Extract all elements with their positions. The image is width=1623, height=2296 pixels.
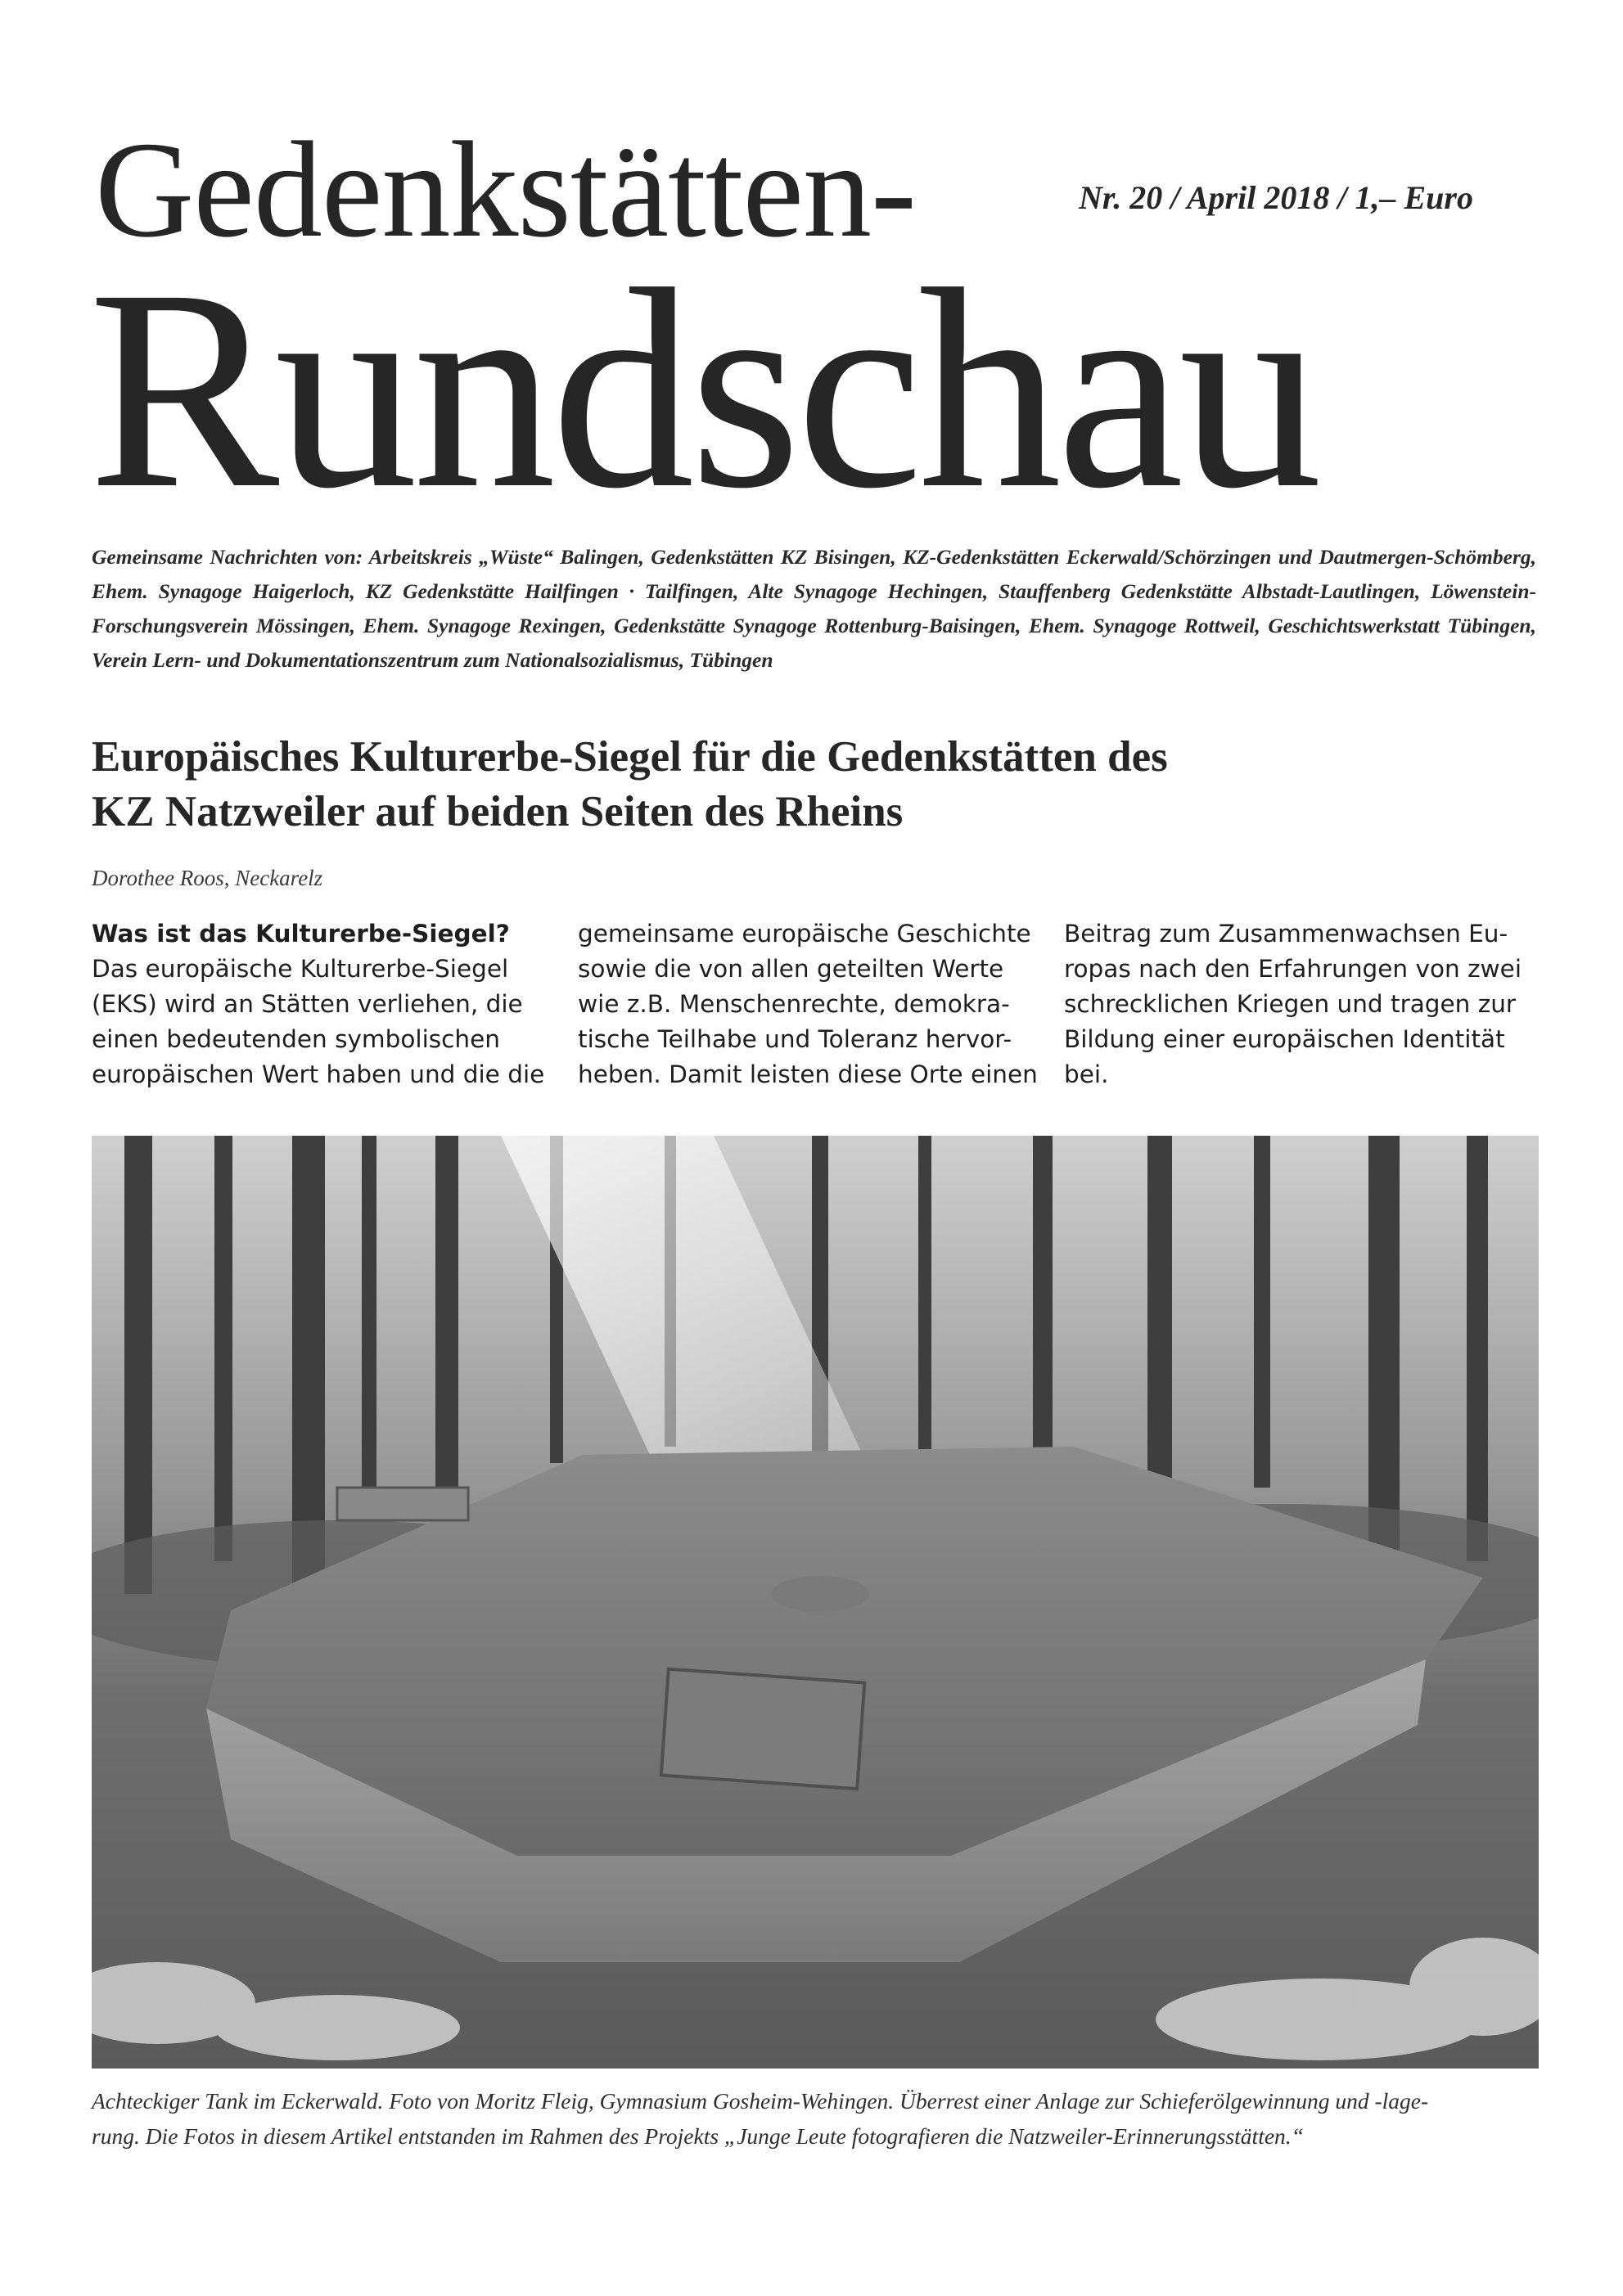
text-line: europäischen Wert haben und die die (92, 1060, 545, 1088)
issue-info: Nr. 20 / April 2018 / 1,– Euro (1079, 179, 1473, 216)
text-line: bei. (1064, 1060, 1109, 1088)
article-author: Dorothee Roos, Neckarelz (92, 866, 323, 890)
text-line: ropas nach den Erfahrungen von zwei (1064, 955, 1522, 983)
masthead-title-line1: Gedenkstätten- (95, 114, 916, 266)
text-column-3 (1064, 916, 1522, 1092)
text-line: sowie die von allen geteilten Werte (578, 955, 1004, 983)
masthead-title-line2: Rundschau (88, 230, 1318, 547)
text-line: (EKS) wird an Stätten verliehen, die (92, 990, 523, 1018)
headline-line: Europäisches Kulturerbe-Siegel für die Gedenkstätten des (92, 733, 1168, 781)
text-line: Das europäische Kulturerbe-Siegel (92, 955, 509, 983)
text-line: Bildung einer europäischen Identität (1064, 1025, 1505, 1053)
text-line: einen bedeutenden symbolischen (92, 1025, 500, 1053)
text-line: heben. Damit leisten diese Orte einen (578, 1060, 1038, 1088)
article-headline (92, 730, 1540, 840)
headline-line: KZ Natzweiler auf beiden Seiten des Rheins (92, 788, 904, 835)
section-heading: Was ist das Kulturerbe-Siegel? (92, 920, 510, 948)
text-line: tische Teilhabe und Toleranz hervor- (578, 1025, 1012, 1053)
article-photo (92, 1136, 1539, 2069)
photo-caption (92, 2083, 1540, 2154)
caption-line: rung. Die Fotos in diesem Artikel entstanden im Rahmen des Projekts „Junge Leute fotografieren die Natzweiler-Erinnerungsstätten.“ (92, 2123, 1304, 2149)
text-column-2 (578, 916, 1036, 1092)
text-line: wie z.B. Menschenrechte, demokra- (578, 990, 1010, 1018)
text-line: gemeinsame europäische Geschichte (578, 920, 1031, 948)
member-organizations: Gemeinsame Nachrichten von: Arbeitskreis „Wüste“ Balingen, Gedenkstätten KZ Bisingen, KZ-Gedenkstätten Eckerwald/Schörzingen und Dautmergen-Schömberg, Ehem. Synagoge Haigerloch, KZ Gedenkstätte Hailfingen · Tailfingen, Alte Synagoge Hechingen, Stauffenberg Gedenkstätte Albstadt-Lautlingen, Löwenstein-Forschungsverein Mössingen, Ehem. Synagoge Rexingen, Gedenkstätte Synagoge Rottenburg-Baisingen, Ehem. Synagoge Rottweil, Geschichtswerkstatt Tübingen, Verein Lern- und Dokumentationszentrum zum Nationalsozialismus, Tübingen (92, 545, 1536, 672)
text-column-1 (92, 916, 550, 1092)
text-line: Beitrag zum Zusammenwachsen Eu- (1064, 920, 1508, 948)
text-line: schrecklichen Kriegen und tragen zur (1064, 990, 1517, 1018)
caption-line: Achteckiger Tank im Eckerwald. Foto von Moritz Fleig, Gymnasium Gosheim-Wehingen. Überrest einer Anlage zur Schieferölgewinnung und -lage- (92, 2088, 1429, 2114)
